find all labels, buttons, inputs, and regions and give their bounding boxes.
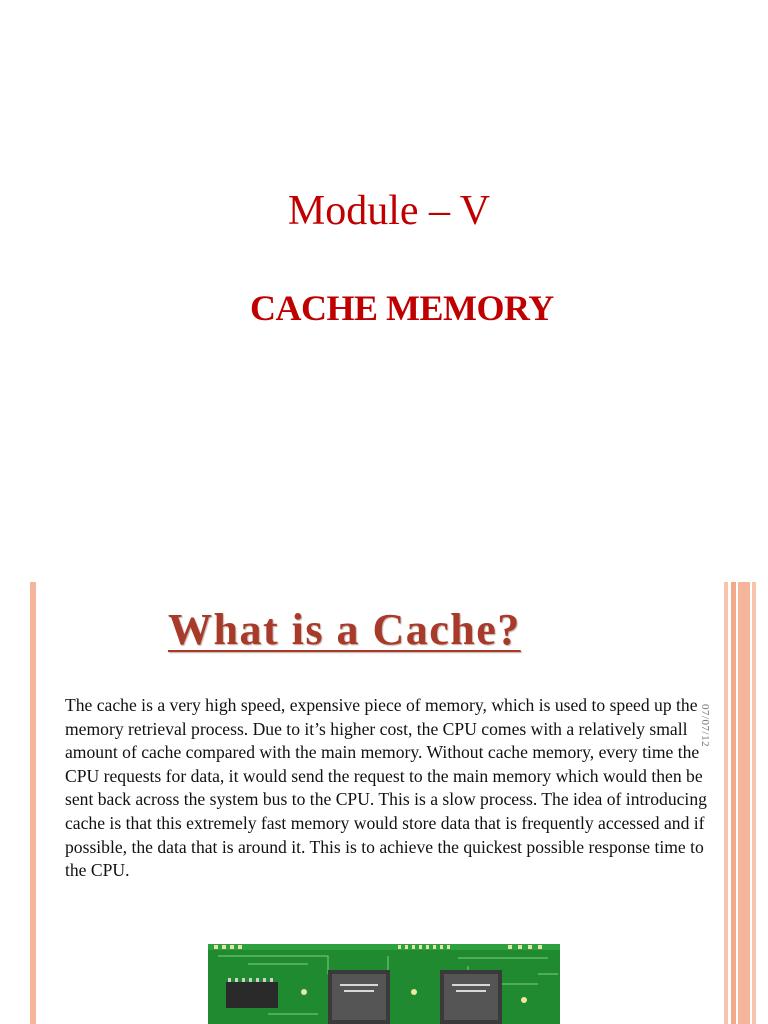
slide-heading: What is a Cache? [168,605,521,654]
module-title: Module – V [287,188,491,234]
circuit-board-graphic [208,944,560,1024]
module-subtitle: CACHE MEMORY [250,288,554,328]
left-accent-bar [30,582,36,1024]
right-accent-stripes [724,582,758,1024]
cache-circuit-board-image [208,944,560,1024]
slide-date: 07/07/12 [699,704,711,748]
content-slide [0,582,768,1024]
slide-body-text: The cache is a very high speed, expensive piece of memory, which is used to speed up the memory retrieval process. Due to it’s higher cost, the CPU comes with a relatively small amount of cache compared with the main memory. Without cache memory, every time the CPU requests for data, it would send the request to the main memory which would then be sent back across the system bus to the CPU. This is a slow process. The idea of introducing cache is that this extremely fast memory would store data that is frequently accessed and if possible, the data that is around it. This is to achieve the quickest possible response time to the CPU. [65,695,707,881]
